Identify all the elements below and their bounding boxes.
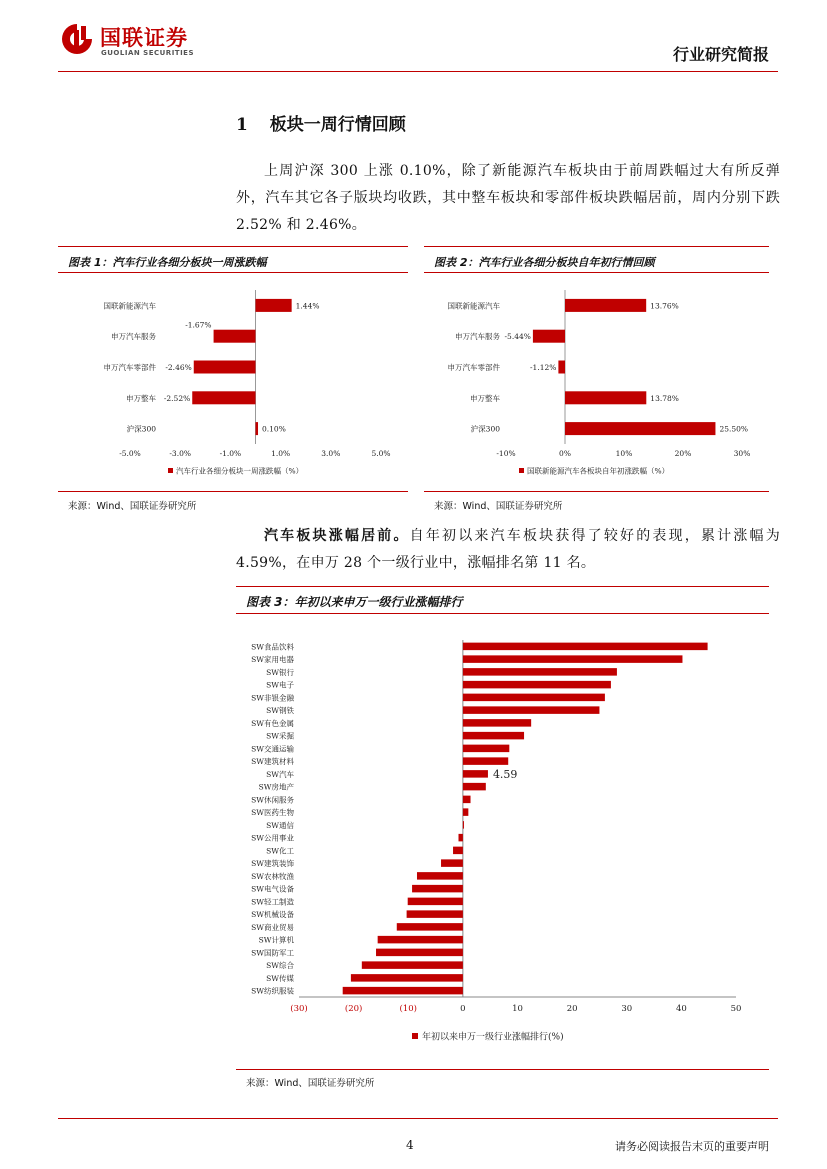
figure-2-source: 来源：Wind、国联证券研究所 — [434, 501, 563, 512]
figure-3-category-label: SW房地产 — [258, 782, 294, 792]
figure-1-title-rule — [58, 272, 408, 273]
figure-2-category-label: 申万汽车服务 — [455, 332, 500, 342]
figure-3-bar — [453, 847, 463, 855]
figure-1-bar — [256, 422, 259, 435]
figure-3-x-tick-label: 20 — [566, 1004, 578, 1014]
figure-3-x-tick-label: (10) — [399, 1004, 417, 1014]
figure-3-category-label: SW汽车 — [266, 769, 294, 779]
figure-2-data-label: 25.50% — [719, 424, 749, 434]
figure-3-annotation: 4.59 — [492, 767, 518, 781]
figure-3-bar — [463, 796, 471, 804]
figure-2-bar — [565, 391, 646, 404]
figure-3-category-label: SW农林牧渔 — [251, 871, 294, 881]
figure-2-category-label: 申万汽车零部件 — [447, 363, 500, 372]
figure-3-bar — [463, 808, 468, 816]
logo-mark-icon — [60, 22, 94, 56]
figure-1-legend-swatch — [168, 468, 173, 473]
figure-3-category-label: SW建筑装饰 — [251, 859, 294, 869]
figure-1-x-tick-label: -1.0% — [219, 449, 242, 458]
paragraph-1: 上周沪深 300 上涨 0.10%，除了新能源汽车板块由于前周跌幅过大有所反弹外，汽车其它各子版块均收跌，其中整车板块和零部件板块跌幅居前，周内分别下跌 2.52% 和 2.46%。 — [236, 163, 780, 233]
figure-3-category-label: SW采掘 — [266, 731, 294, 741]
figure-3-bar — [463, 643, 708, 651]
figure-3-legend-swatch — [412, 1033, 418, 1039]
figure-3-bar — [463, 694, 605, 702]
figure-2-category-label: 申万整车 — [470, 393, 500, 403]
figure-3-category-label: SW非银金融 — [251, 693, 294, 703]
figure-3-bar — [459, 834, 463, 842]
figure-2-bar — [565, 299, 646, 312]
section-title: 板块一周行情回顾 — [269, 115, 406, 135]
figure-3-bar — [463, 821, 464, 829]
figure-3-source: 来源：Wind、国联证券研究所 — [246, 1078, 375, 1089]
figure-3-bar — [362, 961, 463, 969]
logo-name: 国联证券 — [100, 26, 188, 50]
figure-3-category-label: SW机械设备 — [251, 910, 294, 920]
figure-3-bar — [343, 987, 463, 995]
page-number: 4 — [406, 1138, 414, 1152]
figure-3-title-rule — [236, 613, 769, 614]
figure-1-data-label: -2.46% — [165, 363, 192, 372]
figure-2-bar — [565, 422, 715, 435]
figure-3-x-tick-label: 0 — [460, 1004, 466, 1014]
figure-1-legend-label: 汽车行业各细分板块一周涨跌幅（%） — [176, 466, 304, 476]
figure-3-bar — [463, 706, 600, 714]
figure-2-x-tick-label: 30% — [733, 449, 751, 458]
figure-2-x-tick-label: 10% — [615, 449, 633, 458]
figure-2-bar — [533, 330, 565, 343]
figure-1-bar — [214, 330, 256, 343]
figure-1-x-tick-label: -3.0% — [169, 449, 191, 458]
figure-2-category-label: 国联新能源汽车 — [447, 301, 500, 311]
figure-1-bar — [194, 361, 256, 374]
figure-3-category-label: SW有色金属 — [251, 718, 294, 728]
figure-3-category-label: SW建筑材料 — [251, 757, 294, 767]
figure-1-category-label: 沪深300 — [126, 424, 156, 434]
figure-3-bar — [378, 936, 463, 944]
figure-3-category-label: SW电子 — [266, 680, 294, 690]
figure-1-data-label: 1.44% — [295, 301, 320, 311]
figure-2-category-label: 沪深300 — [470, 424, 500, 434]
figure-1-category-label: 国联新能源汽车 — [103, 301, 156, 311]
figure-2-legend-swatch — [519, 468, 524, 473]
footer-rule — [58, 1118, 778, 1119]
figure-3-category-label: SW纺织服装 — [251, 986, 294, 996]
figure-1-title: 图表 1：汽车行业各细分板块一周涨跌幅 — [68, 256, 267, 269]
figure-1-source: 来源：Wind、国联证券研究所 — [68, 501, 197, 512]
figure-1-category-label: 申万汽车服务 — [111, 332, 156, 342]
figure-1-data-label: -1.67% — [185, 320, 212, 330]
paragraph-2-lead: 汽车板块涨幅居前。 — [264, 528, 410, 544]
figure-1 — [58, 246, 408, 518]
figure-3-category-label: SW电气设备 — [251, 884, 294, 894]
figure-3-category-label: SW交通运输 — [251, 744, 294, 754]
figure-1-x-tick-label: 1.0% — [271, 449, 291, 458]
figure-3-bar — [412, 885, 463, 893]
figure-3 — [236, 586, 769, 1096]
figure-3-category-label: SW公用事业 — [251, 833, 294, 843]
figure-2-data-label: 13.78% — [650, 393, 679, 403]
figure-1-bottom-rule — [58, 491, 408, 492]
figure-1-x-tick-label: 3.0% — [321, 449, 341, 458]
figure-2-data-label: 13.76% — [650, 301, 679, 311]
figure-3-category-label: SW医药生物 — [251, 808, 294, 818]
figure-2-data-label: -5.44% — [504, 332, 531, 342]
logo-english: GUOLIAN SECURITIES — [101, 49, 194, 57]
figure-3-category-label: SW国防军工 — [251, 948, 294, 958]
figure-2-legend-label: 国联新能源汽车各板块自年初涨跌幅（%） — [527, 466, 670, 476]
footer-disclaimer: 请务必阅读报告末页的重要声明 — [615, 1140, 769, 1153]
figure-1-data-label: -2.52% — [163, 393, 191, 403]
figure-3-bar — [463, 783, 486, 791]
figure-3-bar — [463, 757, 508, 765]
figure-1-bar — [256, 299, 292, 312]
figure-1-chart — [58, 274, 408, 494]
logo — [60, 22, 220, 60]
figure-3-bar — [417, 872, 463, 880]
paragraph-2-body: 自年初以来汽车板块获得了较好的表现，累计涨幅为 4.59%，在申万 28 个一级行业中，涨幅排名第 11 名。 — [236, 528, 780, 571]
figure-1-x-tick-label: -5.0% — [119, 449, 141, 458]
figure-1-x-tick-label: 5.0% — [371, 449, 391, 458]
figure-3-category-label: SW轻工制造 — [251, 897, 294, 907]
figure-1-top-rule — [58, 246, 408, 247]
section-heading — [236, 110, 406, 135]
figure-2 — [424, 246, 769, 518]
figure-3-category-label: SW通信 — [266, 820, 294, 830]
figure-3-bar — [463, 745, 509, 753]
figure-3-x-tick-label: (20) — [344, 1004, 363, 1014]
figure-3-bar — [407, 910, 463, 918]
figure-3-bar — [441, 859, 463, 867]
figure-1-category-label: 申万整车 — [126, 393, 156, 403]
figure-3-category-label: SW银行 — [266, 667, 294, 677]
figure-3-title: 图表 3：年初以来申万一级行业涨幅排行 — [246, 595, 463, 609]
figure-2-title-rule — [424, 272, 769, 273]
figure-3-category-label: SW综合 — [266, 961, 294, 971]
figure-3-top-rule — [236, 586, 769, 587]
header-rule — [58, 71, 778, 72]
figure-3-chart — [236, 616, 769, 1071]
figure-3-category-label: SW家用电器 — [251, 655, 294, 665]
figure-1-category-label: 申万汽车零部件 — [103, 363, 156, 372]
figure-3-x-tick-label: (30) — [290, 1004, 308, 1014]
figure-3-category-label: SW钢铁 — [266, 706, 294, 716]
figure-3-bar — [463, 770, 488, 778]
figure-3-category-label: SW食品饮料 — [251, 642, 294, 652]
figure-3-category-label: SW商业贸易 — [251, 922, 294, 932]
figure-3-x-tick-label: 10 — [512, 1004, 523, 1014]
figure-2-x-tick-label: 0% — [559, 449, 571, 458]
paragraph-2 — [236, 523, 780, 577]
figure-3-bar — [397, 923, 463, 931]
figure-3-legend-label: 年初以来申万一级行业涨幅排行(%) — [422, 1032, 564, 1043]
figure-1-bar — [192, 391, 255, 404]
figure-3-bottom-rule — [236, 1069, 769, 1070]
figure-3-x-tick-label: 40 — [675, 1004, 687, 1014]
figure-3-bar — [463, 732, 524, 740]
figure-3-bar — [376, 949, 463, 957]
figure-3-category-label: SW传媒 — [266, 973, 294, 983]
figure-2-bar — [558, 361, 565, 374]
figure-2-title: 图表 2：汽车行业各细分板块自年初行情回顾 — [434, 256, 655, 269]
section-number: 1 — [236, 115, 248, 135]
figure-3-bar — [351, 974, 463, 982]
figure-2-bottom-rule — [424, 491, 769, 492]
figure-3-x-tick-label: 30 — [621, 1004, 633, 1014]
document-type: 行业研究简报 — [672, 45, 769, 64]
figure-3-bar — [463, 655, 683, 663]
figure-1-data-label: 0.10% — [262, 424, 286, 434]
figure-3-bar — [463, 719, 531, 727]
figure-2-chart — [424, 274, 769, 494]
figure-3-x-tick-label: 50 — [730, 1004, 742, 1014]
figure-3-category-label: SW休闲服务 — [251, 795, 294, 805]
figure-2-data-label: -1.12% — [530, 363, 557, 372]
figure-3-category-label: SW计算机 — [258, 935, 294, 945]
figure-2-x-tick-label: -10% — [496, 449, 516, 458]
figure-3-bar — [408, 898, 463, 906]
figure-3-bar — [463, 668, 617, 676]
figure-2-top-rule — [424, 246, 769, 247]
figure-2-x-tick-label: 20% — [674, 449, 692, 458]
figure-3-category-label: SW化工 — [266, 846, 294, 856]
figure-3-bar — [463, 681, 611, 689]
